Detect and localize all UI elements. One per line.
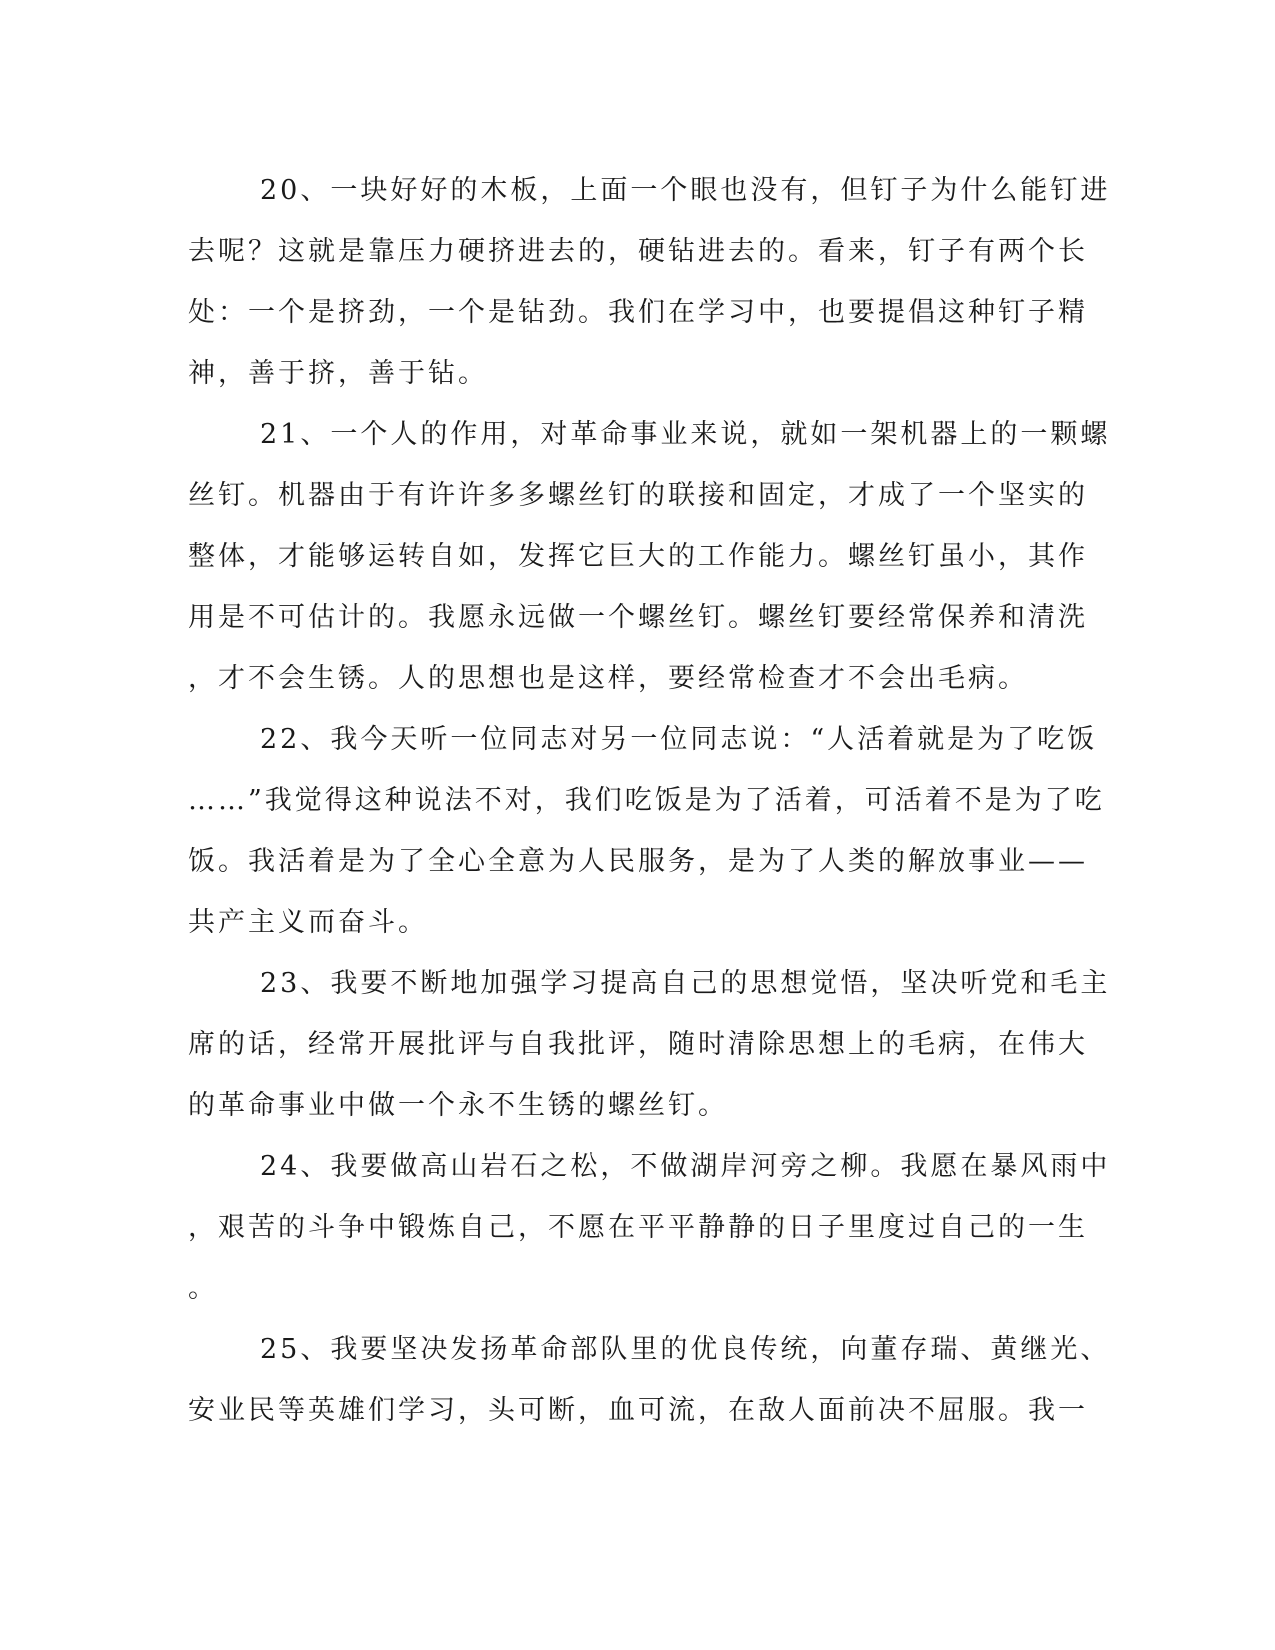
text-line: 去呢？这就是靠压力硬挤进去的，硬钻进去的。看来，钉子有两个长	[188, 236, 1088, 267]
text-line: 21、一个人的作用，对革命事业来说，就如一架机器上的一颗螺	[260, 419, 1111, 450]
text-line: 25、我要坚决发扬革命部队里的优良传统，向董存瑞、黄继光、	[260, 1334, 1111, 1365]
text-line: 共产主义而奋斗。	[188, 907, 428, 938]
text-line: 22、我今天听一位同志对另一位同志说：“人活着就是为了吃饭	[260, 724, 1098, 755]
text-line: 席的话，经常开展批评与自我批评，随时清除思想上的毛病，在伟大	[188, 1029, 1088, 1060]
text-line: 处：一个是挤劲，一个是钻劲。我们在学习中，也要提倡这种钉子精	[188, 297, 1088, 328]
text-line: 整体，才能够运转自如，发挥它巨大的工作能力。螺丝钉虽小，其作	[188, 541, 1088, 572]
body-text	[188, 160, 1111, 1441]
text-line: 饭。我活着是为了全心全意为人民服务，是为了人类的解放事业——	[188, 846, 1088, 877]
text-line: 。	[188, 1273, 218, 1304]
text-line: 丝钉。机器由于有许许多多螺丝钉的联接和固定，才成了一个坚实的	[188, 480, 1088, 511]
text-line: 的革命事业中做一个永不生锈的螺丝钉。	[188, 1090, 728, 1121]
text-line: 用是不可估计的。我愿永远做一个螺丝钉。螺丝钉要经常保养和清洗	[188, 602, 1088, 633]
text-line: 20、一块好好的木板，上面一个眼也没有，但钉子为什么能钉进	[260, 175, 1111, 206]
text-line: ，才不会生锈。人的思想也是这样，要经常检查才不会出毛病。	[188, 663, 1028, 694]
text-line: 安业民等英雄们学习，头可断，血可流，在敌人面前决不屈服。我一	[188, 1395, 1088, 1426]
text-line: 神，善于挤，善于钻。	[188, 358, 488, 389]
text-line: ……”我觉得这种说法不对，我们吃饭是为了活着，可活着不是为了吃	[188, 785, 1105, 816]
text-line: 24、我要做高山岩石之松，不做湖岸河旁之柳。我愿在暴风雨中	[260, 1151, 1111, 1182]
text-line: ，艰苦的斗争中锻炼自己，不愿在平平静静的日子里度过自己的一生	[188, 1212, 1088, 1243]
text-line: 23、我要不断地加强学习提高自己的思想觉悟，坚决听党和毛主	[260, 968, 1111, 999]
